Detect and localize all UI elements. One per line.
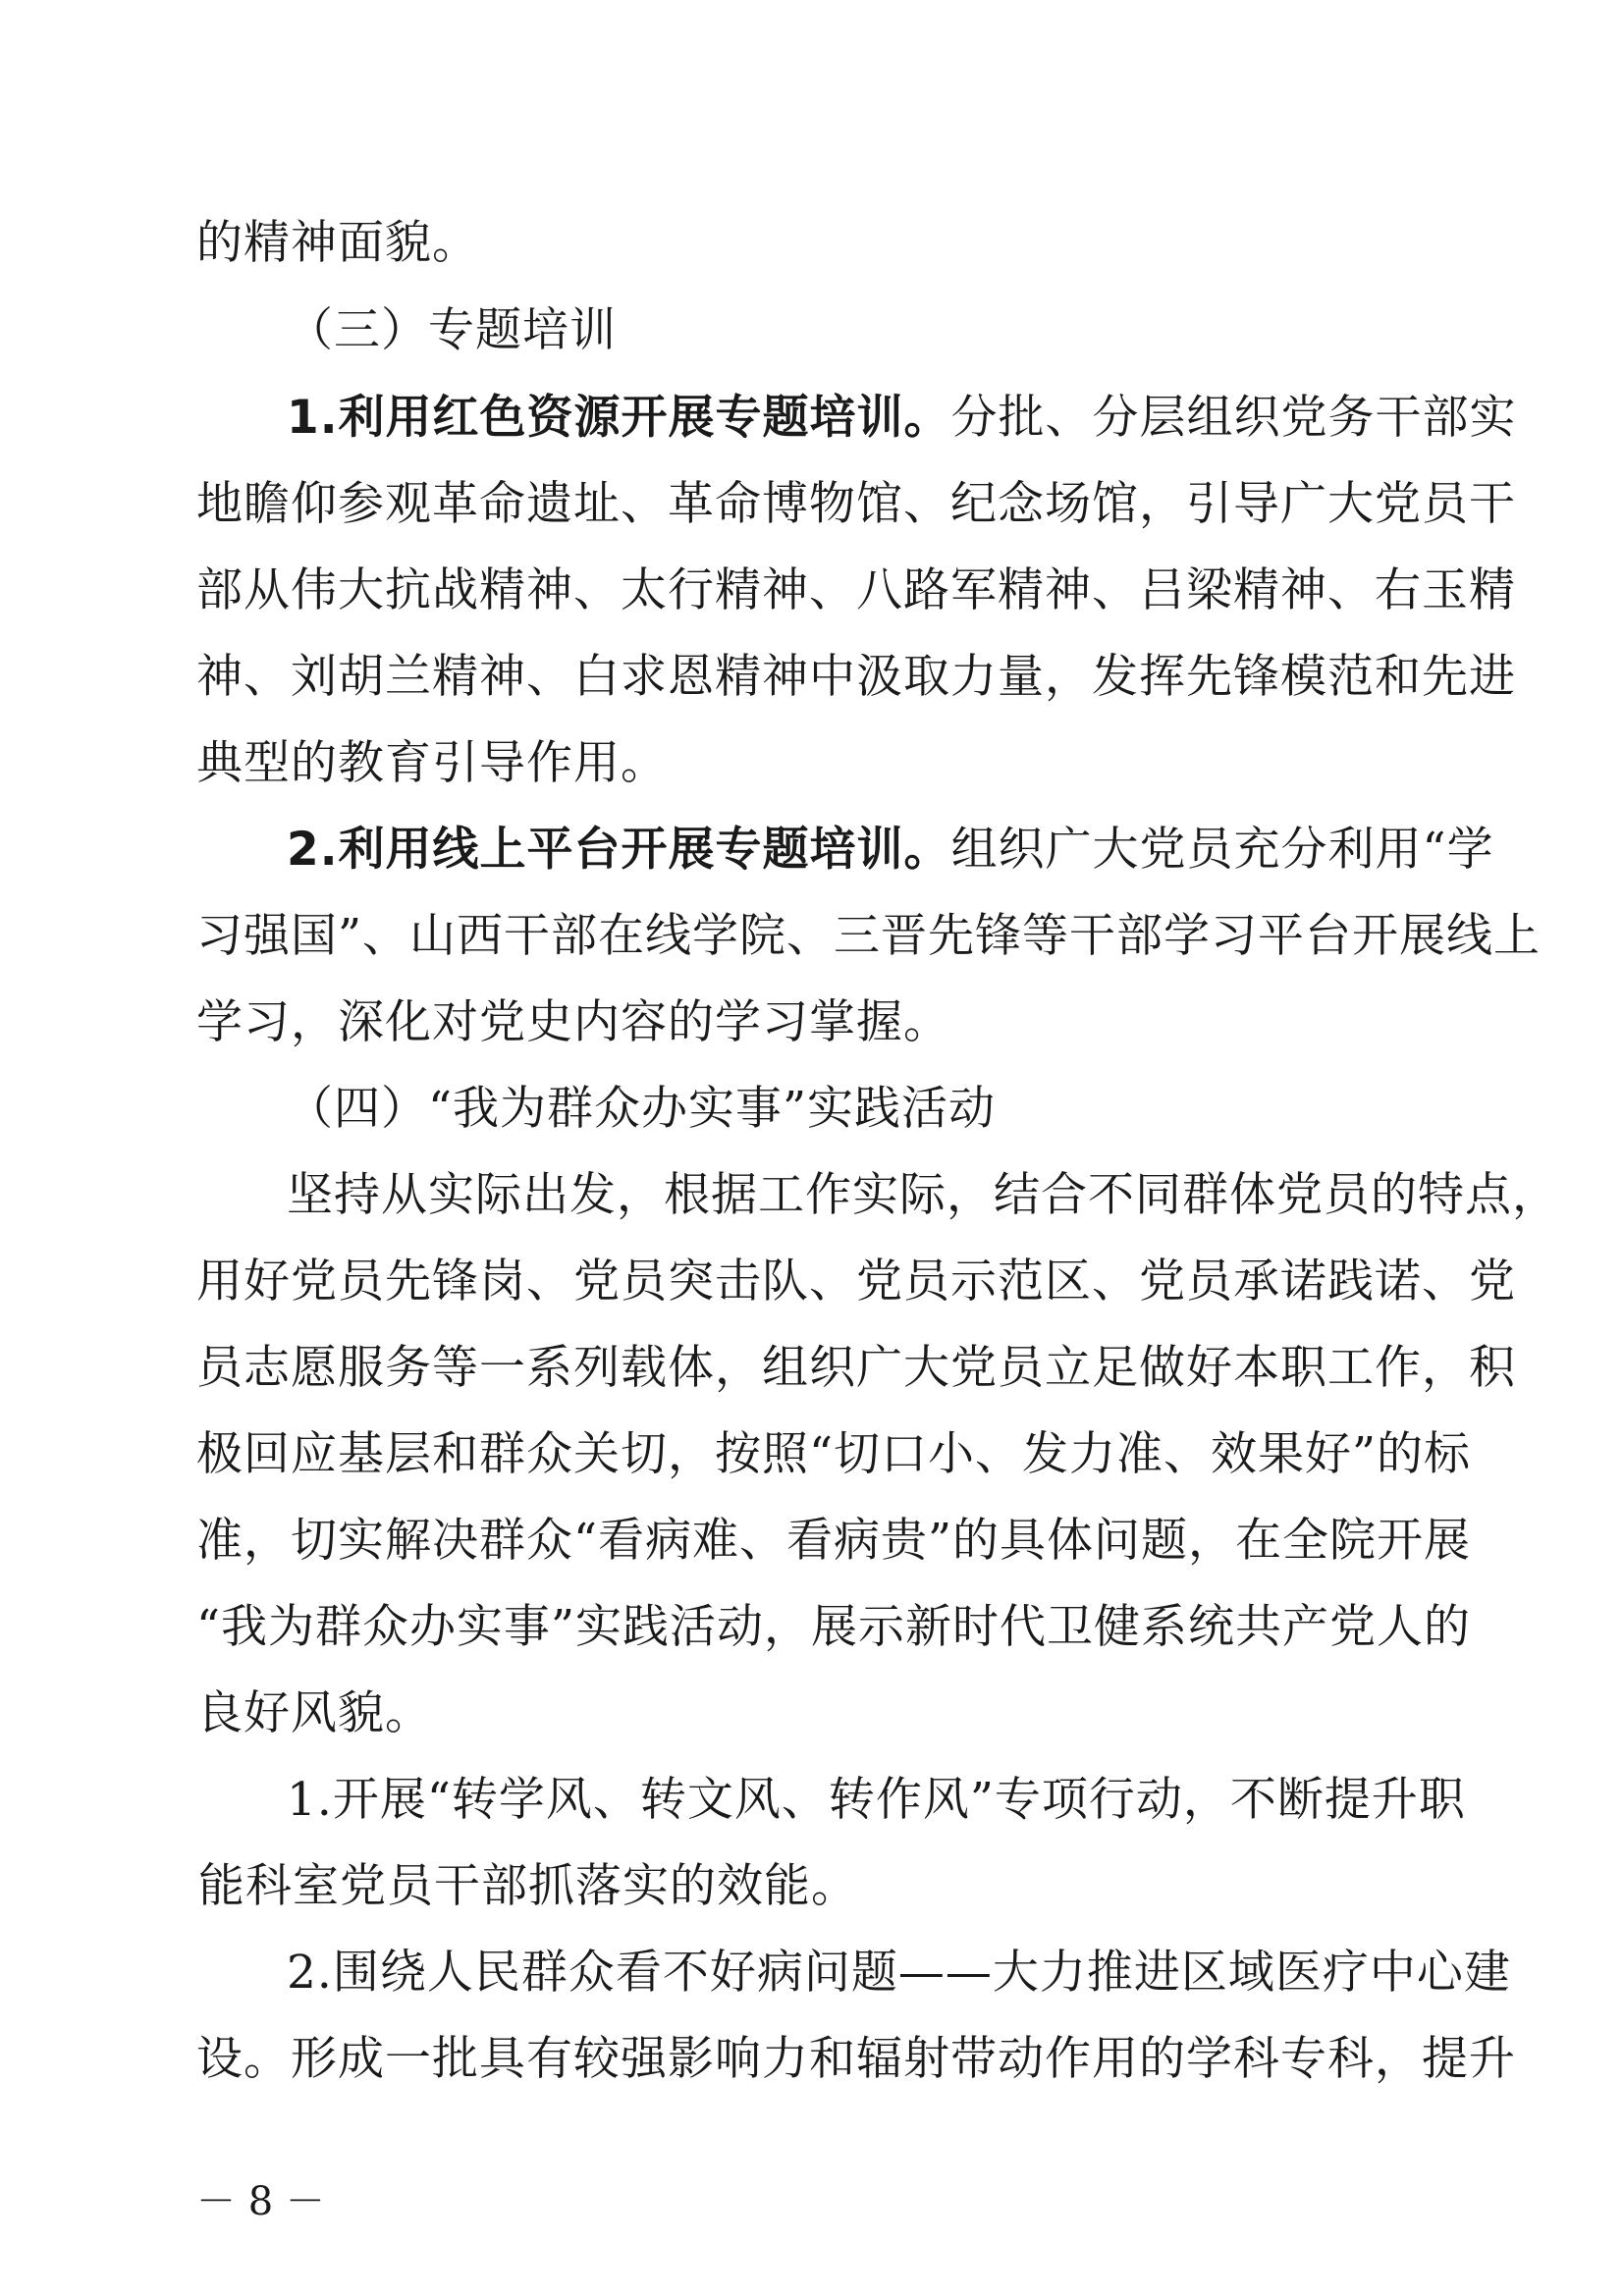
text-line: 1.开展“转学风、转文风、转作风”专项行动，不断提升职	[287, 1773, 1466, 1827]
section-heading-4: （四）“我为群众办实事”实践活动	[287, 1082, 997, 1136]
text-line: 员志愿服务等一系列载体，组织广大党员立足做好本职工作，积	[196, 1341, 1516, 1395]
item-heading: 2.利用线上平台开展专题培训。	[287, 823, 951, 877]
text-line: 部从伟大抗战精神、太行精神、八路军精神、吕梁精神、右玉精	[196, 563, 1516, 617]
page-number: － 8 －	[196, 2179, 325, 2224]
text-line: 的精神面貌。	[196, 216, 479, 270]
text-line: 设。形成一批具有较强影响力和辐射带动作用的学科专科，提升	[196, 2032, 1516, 2086]
text-line: “我为群众办实事”实践活动，展示新时代卫健系统共产党人的	[196, 1600, 1472, 1654]
text-line: 良好风貌。	[196, 1686, 432, 1740]
text-line: 用好党员先锋岗、党员突击队、党员示范区、党员承诺践诺、党	[196, 1255, 1516, 1308]
text-line: 典型的教育引导作用。	[196, 736, 668, 790]
text-line: 习强国”、山西干部在线学院、三晋先锋等干部学习平台开展线上	[196, 909, 1542, 963]
text-line: 准，切实解决群众“看病难、看病贵”的具体问题，在全院开展	[196, 1514, 1472, 1568]
text-line: 2.围绕人民群众看不好病问题——大力推进区域医疗中心建	[287, 1946, 1511, 2000]
text-line: 坚持从实际出发，根据工作实际，结合不同群体党员的特点，	[287, 1168, 1559, 1222]
text-line: 能科室党员干部抓落实的效能。	[198, 1859, 858, 1913]
section-heading-3: （三）专题培训	[287, 303, 617, 357]
item-heading: 1.利用红色资源开展专题培训。	[287, 391, 951, 445]
text-line: 1.利用红色资源开展专题培训。分批、分层组织党务干部实	[287, 391, 1517, 445]
text-line: 神、刘胡兰精神、白求恩精神中汲取力量，发挥先锋模范和先进	[196, 650, 1516, 704]
text-line: 2.利用线上平台开展专题培训。组织广大党员充分利用“学	[287, 823, 1494, 877]
text-line: 学习，深化对党史内容的学习掌握。	[196, 995, 950, 1049]
text-line: 极回应基层和群众关切，按照“切口小、发力准、效果好”的标	[196, 1427, 1472, 1481]
text-line: 地瞻仰参观革命遗址、革命博物馆、纪念场馆，引导广大党员干	[196, 477, 1516, 531]
